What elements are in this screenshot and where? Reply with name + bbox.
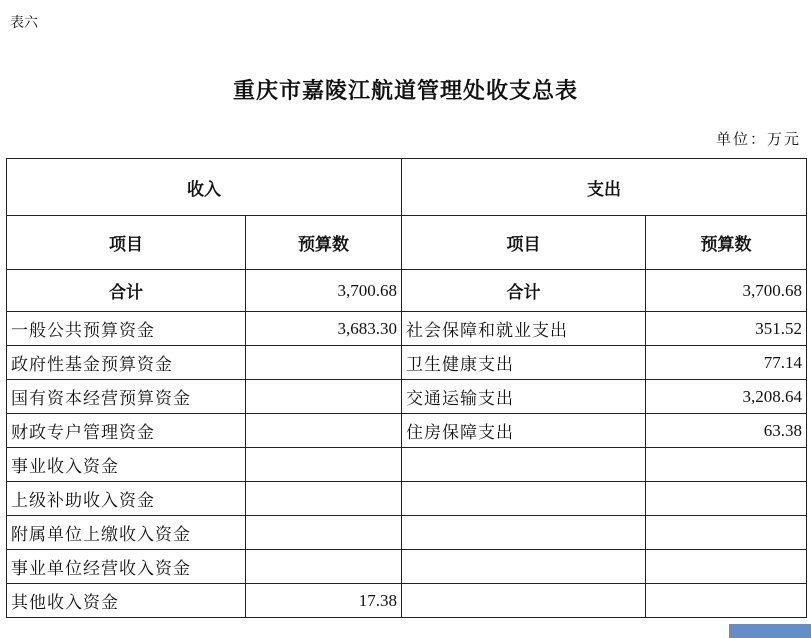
table-row xyxy=(7,414,807,448)
expense-value-cell xyxy=(646,550,807,584)
expense-value-cell xyxy=(646,448,807,482)
expense-value-cell: 351.52 xyxy=(646,312,807,346)
income-item-cell: 事业单位经营收入资金 xyxy=(7,550,246,584)
income-item-cell: 事业收入资金 xyxy=(7,448,246,482)
income-value-cell xyxy=(246,414,402,448)
income-item-cell: 财政专户管理资金 xyxy=(7,414,246,448)
income-value-cell: 17.38 xyxy=(246,584,402,618)
expense-value-cell xyxy=(646,482,807,516)
expense-total-value: 3,700.68 xyxy=(646,270,807,312)
expense-item-cell: 住房保障支出 xyxy=(402,414,646,448)
expense-section-header: 支出 xyxy=(402,159,807,216)
income-item-cell: 一般公共预算资金 xyxy=(7,312,246,346)
expense-item-cell xyxy=(402,448,646,482)
income-item-cell: 其他收入资金 xyxy=(7,584,246,618)
income-value-cell xyxy=(246,516,402,550)
income-value-cell: 3,683.30 xyxy=(246,312,402,346)
expense-total-label: 合计 xyxy=(402,270,646,312)
expense-item-cell xyxy=(402,550,646,584)
expense-value-cell: 3,208.64 xyxy=(646,380,807,414)
table-row xyxy=(7,550,807,584)
expense-item-cell xyxy=(402,482,646,516)
table-row xyxy=(7,346,807,380)
income-item-cell: 政府性基金预算资金 xyxy=(7,346,246,380)
expense-value-cell: 63.38 xyxy=(646,414,807,448)
watermark-strip xyxy=(729,624,811,638)
income-total-value: 3,700.68 xyxy=(246,270,402,312)
income-total-label: 合计 xyxy=(7,270,246,312)
section-header-row xyxy=(7,159,807,216)
expense-item-cell xyxy=(402,584,646,618)
income-value-cell xyxy=(246,448,402,482)
income-value-cell xyxy=(246,380,402,414)
income-item-cell: 上级补助收入资金 xyxy=(7,482,246,516)
income-section-header: 收入 xyxy=(7,159,402,216)
income-value-cell xyxy=(246,482,402,516)
income-item-cell: 附属单位上缴收入资金 xyxy=(7,516,246,550)
table-row xyxy=(7,380,807,414)
income-value-cell xyxy=(246,550,402,584)
total-row xyxy=(7,270,807,312)
document-label: 表六 xyxy=(10,15,38,31)
table-row xyxy=(7,312,807,346)
page-title: 重庆市嘉陵江航道管理处收支总表 xyxy=(232,79,578,104)
income-item-header: 项目 xyxy=(7,216,246,270)
table-row xyxy=(7,482,807,516)
expense-value-cell xyxy=(646,584,807,618)
table-row xyxy=(7,516,807,550)
expense-item-cell: 交通运输支出 xyxy=(402,380,646,414)
expense-item-cell: 卫生健康支出 xyxy=(402,346,646,380)
income-item-cell: 国有资本经营预算资金 xyxy=(7,380,246,414)
table-row xyxy=(7,584,807,618)
expense-item-header: 项目 xyxy=(402,216,646,270)
expense-item-cell xyxy=(402,516,646,550)
income-value-cell xyxy=(246,346,402,380)
expense-budget-header: 预算数 xyxy=(646,216,807,270)
expense-value-cell: 77.14 xyxy=(646,346,807,380)
table-row xyxy=(7,448,807,482)
column-header-row xyxy=(7,216,807,270)
income-budget-header: 预算数 xyxy=(246,216,402,270)
expense-value-cell xyxy=(646,516,807,550)
budget-table xyxy=(6,158,807,618)
expense-item-cell: 社会保障和就业支出 xyxy=(402,312,646,346)
unit-label: 单位：万元 xyxy=(715,130,801,148)
